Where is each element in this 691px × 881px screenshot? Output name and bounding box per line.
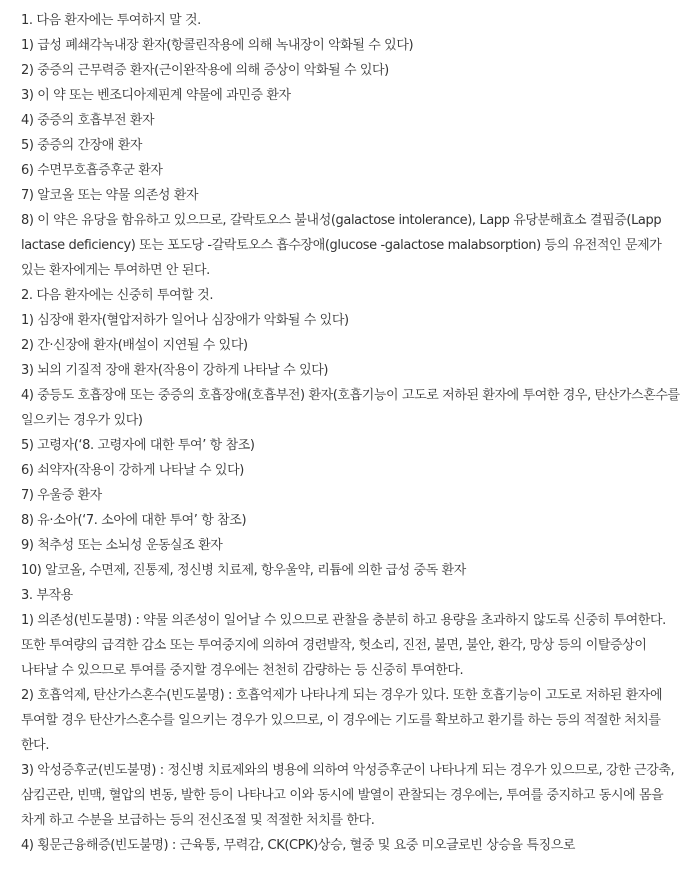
list-item: 5) 고령자(‘8. 고령자에 대한 투여’ 항 참조)	[21, 438, 255, 453]
list-item: 6) 쇠약자(작용이 강하게 나타날 수 있다)	[21, 463, 244, 478]
list-item: 2) 중증의 근무력증 환자(근이완작용에 의해 증상이 악화될 수 있다)	[21, 63, 389, 78]
list-item: 2) 호흡억제, 탄산가스혼수(빈도불명) : 호흡억제가 나타나게 되는 경우가 있다. 또한 호흡기능이 고도로 저하된 환자에 투여할 경우 탄산가스혼수를 일으키는 경우가 있으므로, 이 경우에는 기도를 확보하고 환기를 하는 등의 적절한 처치를 한다.	[21, 688, 663, 753]
list-item: 10) 알코올, 수면제, 진통제, 정신병 치료제, 항우울약, 리튬에 의한 급성 중독 환자	[21, 563, 466, 578]
list-item: 4) 중증의 호흡부전 환자	[21, 113, 155, 128]
list-item: 1) 급성 폐쇄각녹내장 환자(항콜린작용에 의해 녹내장이 악화될 수 있다)	[21, 38, 414, 53]
list-item: 3) 악성증후군(빈도불명) : 정신병 치료제와의 병용에 의하여 악성증후군이 나타나게 되는 경우가 있으므로, 강한 근강축, 삼킴곤란, 빈맥, 혈압의 변동, 발한 등이 나타나고 이와 동시에 발열이 관찰되는 경우에는, 투여를 중지하고 동시에 몸을 차게 하고 수분을 보급하는 등의 전신조절 및 적절한 처치를 한다.	[21, 763, 675, 828]
list-item: 2) 간·신장애 환자(배설이 지연될 수 있다)	[21, 338, 248, 353]
list-item: 5) 중증의 간장애 환자	[21, 138, 143, 153]
list-item: 4) 횡문근융해증(빈도불명) : 근육통, 무력감, CK(CPK)상승, 혈중 및 요중 미오글로빈 상승을 특징으로	[21, 838, 576, 853]
section-heading: 3. 부작용	[21, 588, 73, 603]
list-item: 6) 수면무호흡증후군 환자	[21, 163, 163, 178]
list-item: 8) 이 약은 유당을 함유하고 있으므로, 갈락토오스 불내성(galactose intolerance), Lapp 유당분해효소 결핍증(Lapp lactase deficiency) 또는 포도당 -갈락토오스 흡수장애(glucose -galactose malabsorption) 등의 유전적인 문제가 있는 환자에게는 투여하면 안 된다.	[21, 213, 662, 278]
list-item: 3) 이 약 또는 벤조디아제핀계 약물에 과민증 환자	[21, 88, 291, 103]
section-heading: 2. 다음 환자에는 신중히 투여할 것.	[21, 288, 214, 303]
list-item: 8) 유·소아(‘7. 소아에 대한 투여’ 항 참조)	[21, 513, 247, 528]
list-item: 9) 척추성 또는 소뇌성 운동실조 환자	[21, 538, 223, 553]
list-item: 7) 우울증 환자	[21, 488, 102, 503]
list-item: 3) 뇌의 기질적 장애 환자(작용이 강하게 나타날 수 있다)	[21, 363, 329, 378]
list-item: 1) 심장애 환자(혈압저하가 일어나 심장애가 악화될 수 있다)	[21, 313, 349, 328]
list-item: 4) 중등도 호흡장애 또는 중증의 호흡장애(호흡부전) 환자(호흡기능이 고도로 저하된 환자에 투여한 경우, 탄산가스혼수를 일으키는 경우가 있다)	[21, 388, 680, 428]
list-item: 7) 알코올 또는 약물 의존성 환자	[21, 188, 199, 203]
section-heading: 1. 다음 환자에는 투여하지 말 것.	[21, 13, 201, 28]
list-item: 1) 의존성(빈도불명) : 약물 의존성이 일어날 수 있으므로 관찰을 충분히 하고 용량을 초과하지 않도록 신중히 투여한다. 또한 투여량의 급격한 감소 또는 투여중지에 의하여 경련발작, 헛소리, 진전, 불면, 불안, 환각, 망상 등의 이탈증상이 나타날 수 있으므로 투여를 중지할 경우에는 천천히 감량하는 등 신중히 투여한다.	[21, 613, 666, 678]
